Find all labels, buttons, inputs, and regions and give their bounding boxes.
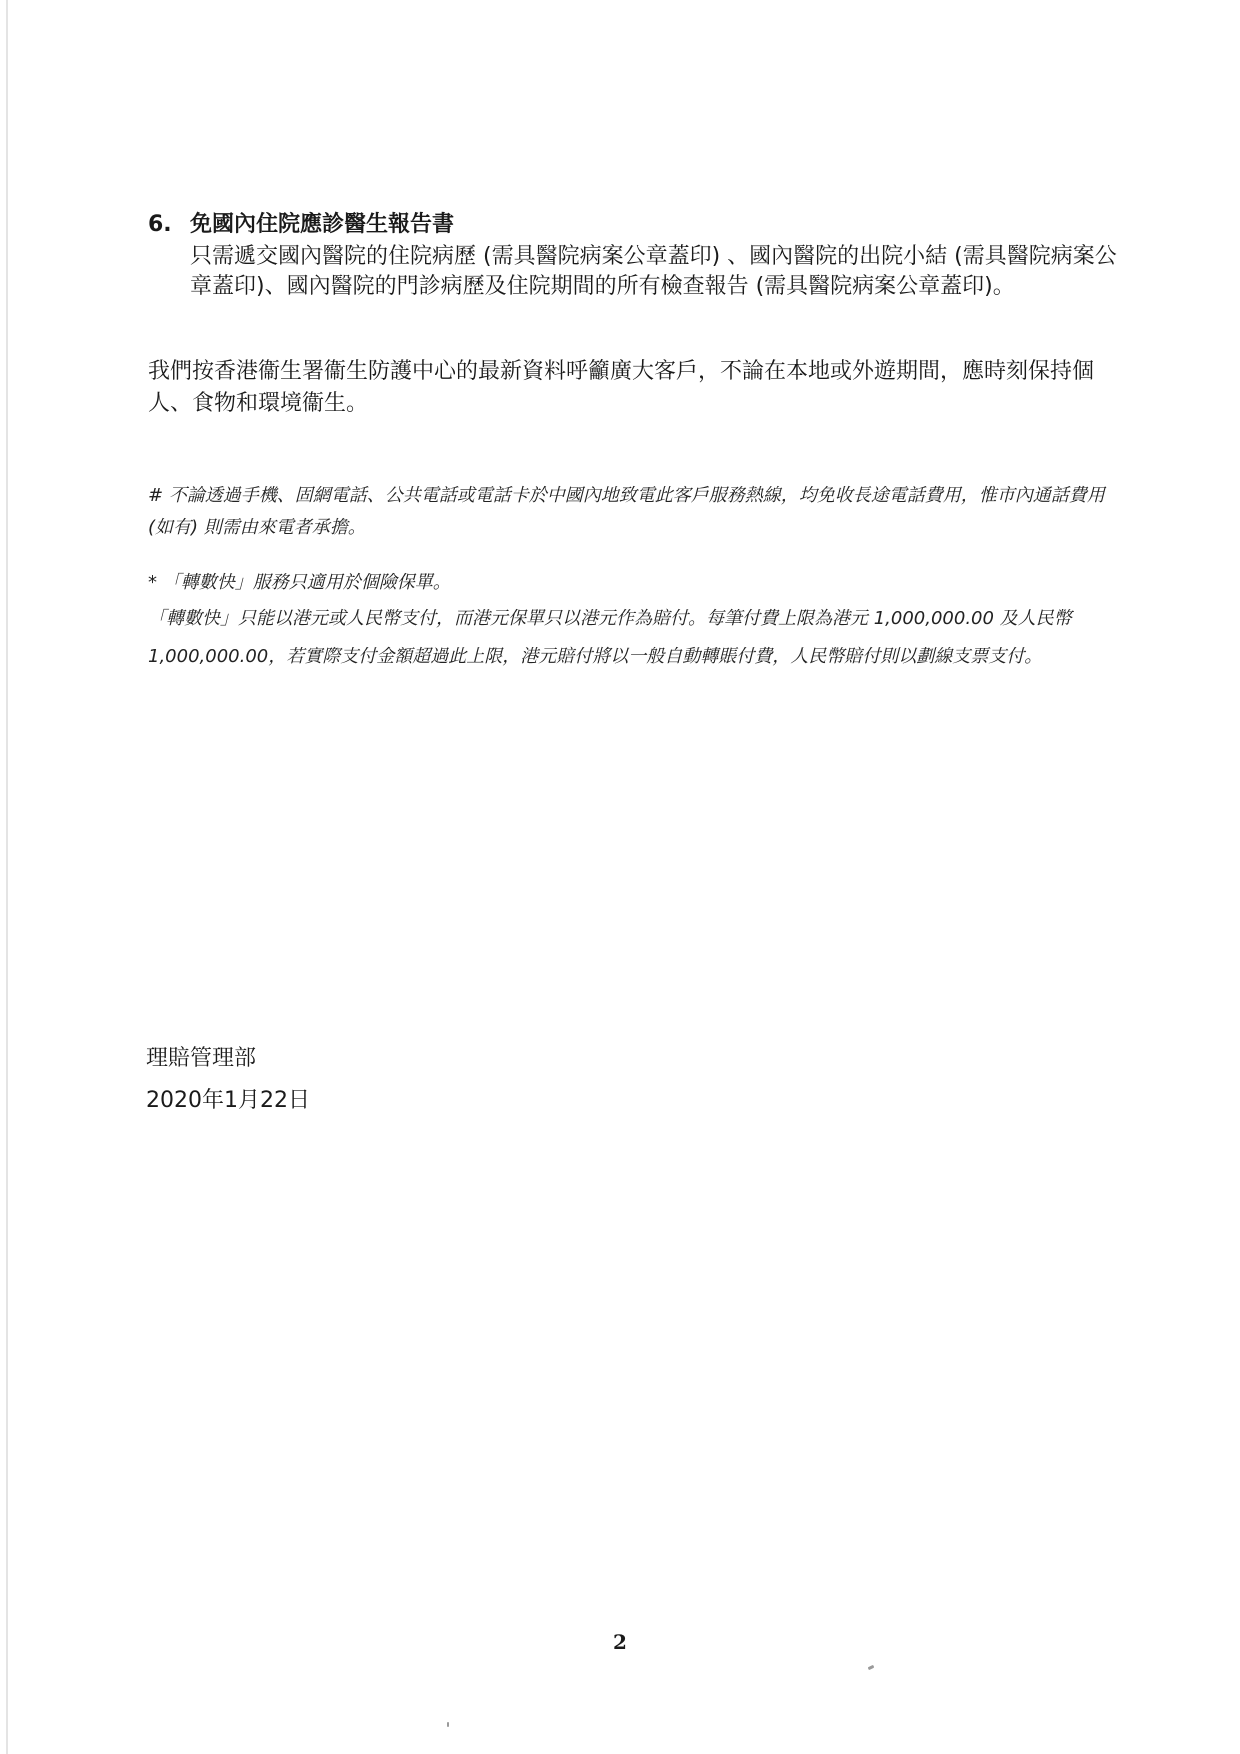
hotline-footnote: # 不論透過手機、固網電話、公共電話或電話卡於中國內地致電此客戶服務熱線，均免收長途電話費用，惟市內通話費用 (如有) 則需由來電者承擔。 — [148, 485, 1105, 538]
page-number: 2 — [613, 1630, 627, 1654]
scan-speck — [447, 1722, 449, 1727]
scan-page-edge — [6, 0, 8, 1754]
fps-scope-note: * 「轉數快」服務只適用於個險保單。 — [148, 572, 451, 593]
fps-footnote — [148, 566, 1130, 676]
section-6 — [148, 210, 1128, 302]
section-number: 6. — [148, 212, 172, 237]
signature-block — [146, 1038, 310, 1122]
scan-speck — [868, 1665, 875, 1670]
fps-detail-note: 「轉數快」只能以港元或人民幣支付，而港元保單只以港元作為賠付。每筆付費上限為港元 1,000,000.00 及人民幣 1,000,000.00，若實際支付金額超過此上限，港元賠付將以一般自動轉賬付費，人民幣賠付則以劃線支票支付。 — [148, 608, 1072, 667]
hygiene-notice: 我們按香港衞生署衞生防護中心的最新資料呼籲廣大客戶，不論在本地或外遊期間，應時刻保持個人、食物和環境衞生。 — [148, 359, 1095, 416]
section-6-body: 只需遞交國內醫院的住院病歷 (需具醫院病案公章蓋印) 、國內醫院的出院小結 (需具醫院病案公章蓋印)、國內醫院的門診病歷及住院期間的所有檢查報告 (需具醫院病案公章蓋印)。 — [190, 244, 1117, 299]
issue-date: 2020年1月22日 — [146, 1088, 310, 1113]
section-6-heading — [148, 210, 1128, 240]
department-name: 理賠管理部 — [146, 1046, 257, 1071]
section-title: 免國內住院應診醫生報告書 — [190, 212, 455, 237]
